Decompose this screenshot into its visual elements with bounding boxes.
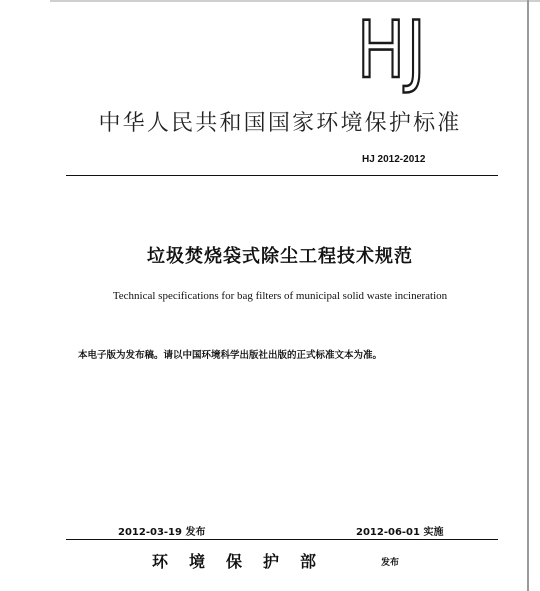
effective-date: 2012-06-01 实施 bbox=[356, 527, 444, 538]
issue-date: 2012-03-19 发布 bbox=[118, 527, 206, 538]
publish-label: 发布 bbox=[381, 558, 400, 568]
document-title-english: Technical specifications for bag filters of municipal solid waste incineration bbox=[112, 290, 448, 302]
page-frame-right-border bbox=[527, 0, 529, 591]
issuing-body-title: 中华人民共和国国家环境保护标准 bbox=[98, 111, 462, 136]
document-title-chinese: 垃圾焚烧袋式除尘工程技术规范 bbox=[147, 246, 413, 267]
page-frame-top-border bbox=[50, 0, 540, 2]
header-divider bbox=[66, 175, 498, 176]
standard-number: HJ 2012-2012 bbox=[362, 154, 426, 165]
footer-divider bbox=[66, 539, 498, 540]
electronic-version-notice: 本电子版为发布稿。请以中国环境科学出版社出版的正式标准文本为准。 bbox=[78, 350, 383, 361]
hj-logo: HJ bbox=[357, 6, 428, 96]
publisher-name: 环境保护部 bbox=[152, 552, 338, 571]
